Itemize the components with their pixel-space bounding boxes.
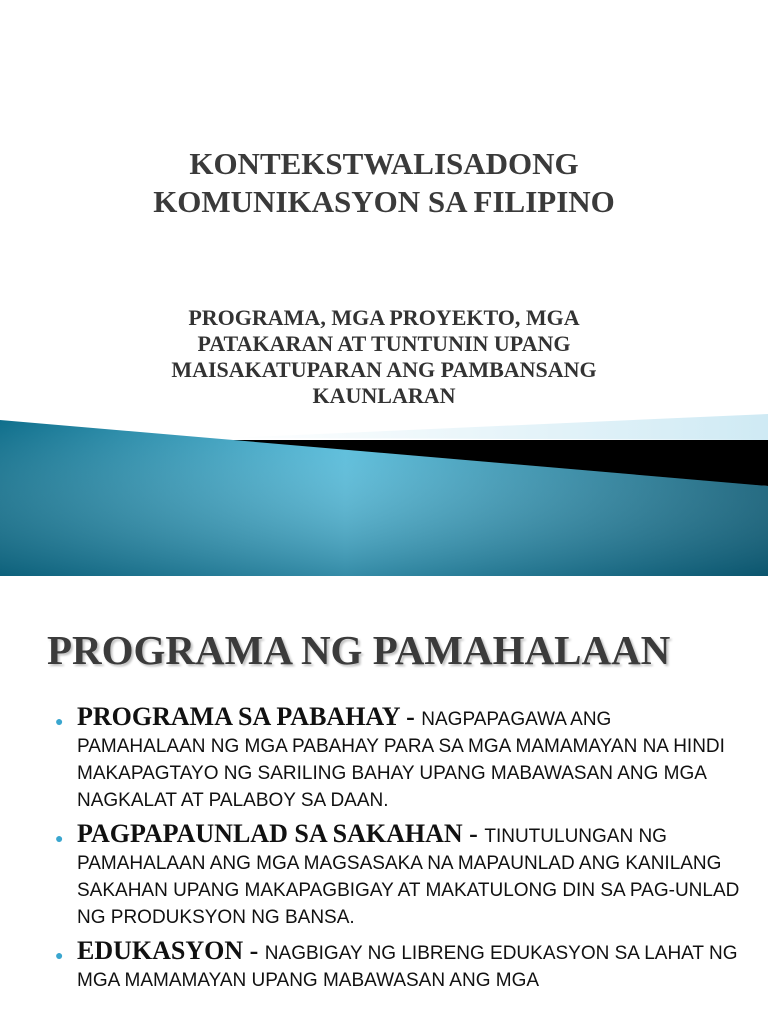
bullet-heading: EDUKASYON - — [77, 936, 265, 965]
slide-subtitle-line: MAISAKATUPARAN ANG PAMBANSANG — [171, 357, 597, 382]
list-item — [55, 938, 745, 995]
bullet-icon: ● — [55, 830, 64, 846]
slide-title-line: KOMUNIKASYON SA FILIPINO — [153, 184, 615, 219]
bullet-list — [55, 704, 745, 1001]
bullet-heading: PROGRAMA SA PABAHAY - — [77, 702, 422, 731]
bullet-body: NAGPAPAGAWA ANG PAMAHALAAN NG MGA PABAHAY PARA SA MGA MAMAMAYAN NA HINDI MAKAPAGTAYO NG SARILING BAHAY UPANG MABAWASAN ANG MGA NAGKALAT AT PALABOY SA DAAN. — [77, 709, 725, 811]
slide-subtitle-line: PROGRAMA, MGA PROYEKTO, MGA — [188, 305, 580, 330]
slide-subtitle-line: PATAKARAN AT TUNTUNIN UPANG — [197, 331, 571, 356]
content-slide — [0, 576, 768, 1024]
list-item — [55, 821, 745, 932]
content-title: PROGRAMA NG PAMAHALAAN — [47, 627, 671, 673]
bullet-heading: PAGPAPAUNLAD SA SAKAHAN - — [77, 819, 485, 848]
list-item — [55, 704, 745, 815]
slide-subtitle-line: KAUNLARAN — [312, 383, 456, 408]
light-band — [230, 414, 768, 440]
bullet-body: TINUTULUNGAN NG PAMAHALAAN ANG MGA MAGSASAKA NA MAPAUNLAD ANG KANILANG SAKAHAN UPANG MAKAPAGBIGAY AT MAKATULONG DIN SA PAG-UNLAD NG PRODUKSYON NG BANSA. — [77, 826, 740, 928]
bullet-icon: ● — [55, 713, 64, 729]
slide-title-line: KONTEKSTWALISADONG — [189, 146, 579, 181]
bullet-body: NAGBIGAY NG LIBRENG EDUKASYON SA LAHAT NG MGA MAMAMAYAN UPANG MABAWASAN ANG MGA — [77, 943, 738, 991]
bullet-icon: ● — [55, 947, 64, 963]
